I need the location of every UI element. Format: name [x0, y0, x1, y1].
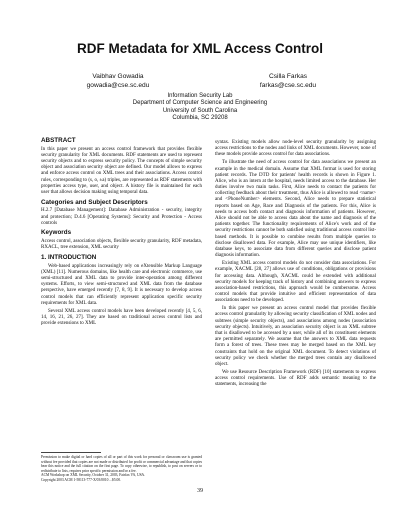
- body-paragraph: In this paper we present an access control model that provides flexible access control granularity by allowing security classification of XML nodes and subtrees (simple security objects), and associations among nodes (association security objects). Intuitively, an association security object is an XML subtree that is disallowed to be accessed by a user, while all of its constituent elements are permitted separately. We assume that the answers to XML data requests form a forest of trees. These trees may be merged based on the XML key constraints that hold on the original XML document. To detect violations of security policy we check whether the merged trees contain any disallowed object.: [215, 306, 376, 367]
- body-paragraph: We use Resource Description Framework (RDF) [10] statements to express access control requirements. Use of RDF adds semantic meaning to the statements, increasing the: [215, 369, 376, 388]
- body-paragraph: Existing XML access control models do not consider data associations. For example, XACML [28, 27] allows use of conditions, obligations or provisions for accessing data. Although, XACML could be extended with additional security models for keeping track of history and combining answers to express association-based restrictions, this approach would be cumbersome. Access control models that provide intuitive and efficient representation of data associations need to be developed.: [215, 261, 376, 304]
- left-column: [41, 138, 202, 329]
- affiliation-line: Information Security Lab: [167, 93, 233, 99]
- abstract-heading: ABSTRACT: [41, 137, 76, 144]
- affiliation-line: Columbia, SC 29208: [172, 114, 228, 121]
- abstract-text: In this paper we present an access control framework that provides flexible security granularity for XML documents. RDF statements are used to represent security objects and to express security policy. The concepts of simple security object and association security object are defined. Our model allows to express and enforce access control on XML trees and their associations. Access control rules, corresponding to (s, o, ±a) triples, are represented as RDF statements with properties access type, user, and object. A history file is maintained for each user that allows decision making using temporal data.: [41, 146, 202, 195]
- body-paragraph: To illustrate the need of access control for data associations we present an example in the medical domain. Assume that XML format is used for storing patient records. The DTD for patients' health records is shown in Figure 1. Alice, who is an intern at the hospital, needs limited access to the database. Her duties involve two main tasks. First, Alice needs to contact the patients for collecting feedback about their treatment, thus Alice is allowed to read <name> and <PhoneNumber> elements. Second, Alice needs to prepare statistical reports based on Age, Race and Diagnosis of the patients. For this, Alice is needs to access both contact and diagnosis information of patients. However, Alice should not be able to access data about the name and diagnosis of the patients together. The functionality requirements of Alice's work and of the security restrictions cannot be both satisfied using traditional access control list-based methods. It is possible to combine results from multiple queries to disclose disallowed data. For example, Alice may use unique identifiers, like database keys, to associate data from different queries and disclose patient diagnosis information.: [215, 160, 376, 259]
- affiliation: [0, 93, 400, 122]
- author-email: farkas@cse.sc.edu: [259, 81, 317, 89]
- footnote-rule: [41, 452, 101, 453]
- introduction-paragraph: Several XML access control models have been developed recently [4, 5, 6, 14, 16, 21, 26, 27]. They are based on traditional access control lists and provide extensions to XML: [41, 308, 202, 327]
- affiliation-line: Department of Computer Science and Engineering: [132, 100, 268, 107]
- venue-note: ACM Workshop on XML Security, October 31, 2003, Fairfax VA, USA.: [41, 473, 146, 477]
- author-block: [218, 73, 358, 90]
- permission-footnote: [41, 452, 202, 482]
- keywords-heading: Keywords: [41, 229, 72, 237]
- right-column: [215, 140, 376, 390]
- page-number: 39: [197, 488, 203, 494]
- permission-note: Permission to make digital or hard copies of all or part of this work for personal or classroom use is granted without fee provided that copies are not made or distributed for profit or commercial advantage and that copies bear this notice and the full citation on the first page. To copy otherwise, to republish, to post on servers or to redistribute to lists, requires prior specific permission and/or a fee.: [41, 455, 202, 473]
- introduction-heading: 1. INTRODUCTION: [41, 254, 97, 261]
- author-email: gowadia@cse.sc.edu: [86, 81, 150, 89]
- categories-heading: Categories and Subject Descriptors: [41, 198, 148, 206]
- affiliation-line: University of South Carolina: [162, 107, 238, 114]
- body-paragraph: syntax. Existing models allow node-level security granularity by assigning access restrictions to the nodes and links of XML documents. However, none of these models provide access control for data associations.: [215, 140, 376, 158]
- copyright-note: Copyright 2003 ACM 1-58113-777-X/03/0010 ...$5.00.: [41, 477, 122, 482]
- keywords-text: Access control, association objects, flexible security granularity, RDF metadata, RXACL, tree extension, XML security: [41, 239, 202, 251]
- introduction-paragraph: Web-based applications increasingly rely on eXtensible Markup Language (XML) [11]. Numerous domains, like health care and electronic commerce, use semi-structured and XML data to provide inter-operation among different systems. Efforts, to view semi-structured and XML data from the database perspective, have emerged recently [7, 8, 9]. It is necessary to develop access control models that can efficiently represent application specific security requirements for XML data.: [41, 263, 202, 306]
- paper-title: RDF Metadata for XML Access Control: [76, 41, 324, 56]
- author-name: Vaibhav Gowadia: [92, 73, 144, 80]
- categories-text: H.2.7 [Database Management]: Database Administration - security, integrity and protection; D.4.6 [Operating Systems]: Security and Protection - Access controls: [41, 208, 202, 226]
- author-name: Csilla Farkas: [268, 73, 308, 80]
- author-block: [48, 73, 188, 90]
